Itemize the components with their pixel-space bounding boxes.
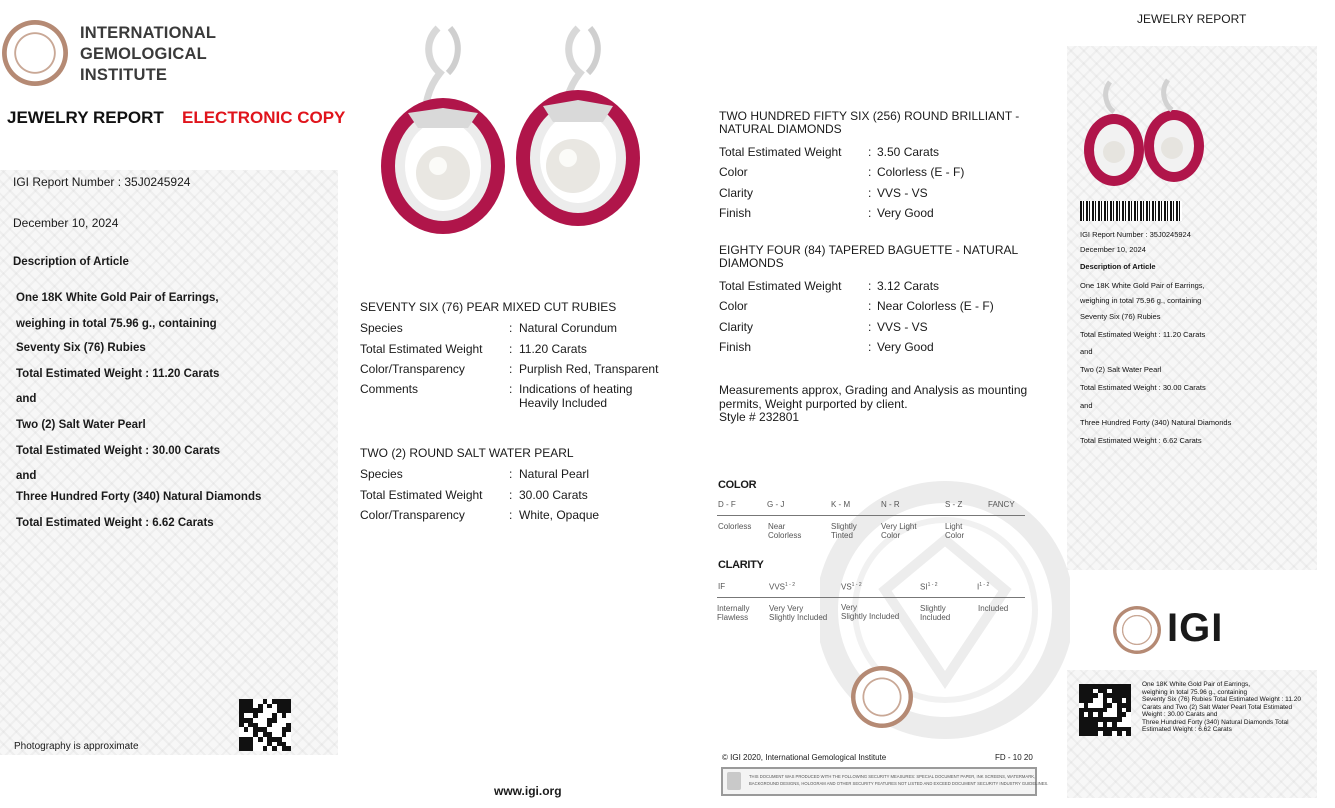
report-title: JEWELRY REPORT (7, 108, 164, 127)
row-colon: : (509, 321, 513, 335)
scale-divider (717, 597, 1025, 598)
card-line: and (1080, 347, 1093, 356)
grade-text: VVS (769, 582, 786, 592)
card-date: December 10, 2024 (1080, 245, 1146, 254)
row-label: Clarity (719, 186, 754, 200)
grade-text: I (977, 582, 980, 592)
copyright: © IGI 2020, International Gemological Institute (722, 753, 887, 762)
measurements-line: permits, Weight purported by client. (719, 396, 908, 411)
color-desc (881, 522, 917, 540)
card-line: Total Estimated Weight : 6.62 Carats (1080, 436, 1202, 445)
right-earring (516, 28, 640, 226)
card-line: weighing in total 75.96 g., containing (1080, 296, 1202, 305)
clarity-grade (841, 582, 862, 592)
summary-line: Seventy Six (76) Rubies Total Estimated Weight : 11.20 (1142, 696, 1301, 703)
clarity-grade (977, 582, 989, 592)
description-line: and (16, 393, 37, 405)
row-value: Indications of heating (519, 382, 633, 396)
desc-line: Near (768, 522, 786, 531)
card-report-number: IGI Report Number : 35J0245924 (1080, 230, 1191, 239)
description-line: Total Estimated Weight : 30.00 Carats (16, 445, 221, 457)
card-line: Total Estimated Weight : 11.20 Carats (1080, 330, 1206, 339)
baguette-diamonds-heading (719, 244, 1018, 270)
color-grade: G - J (767, 500, 785, 509)
row-label: Total Estimated Weight (719, 279, 842, 293)
report-date: December 10, 2024 (13, 216, 119, 230)
card-igi-seal (1113, 606, 1161, 654)
desc-line: Tinted (831, 531, 853, 540)
color-desc (831, 522, 857, 540)
desc-line: Slightly Included (769, 613, 828, 622)
summary-line: Carats and Two (2) Salt Water Pearl Total Estimated (1142, 703, 1293, 711)
row-label: Total Estimated Weight (360, 342, 483, 356)
measurements-line: Measurements approx, Grading and Analysis as mounting (719, 383, 1028, 397)
desc-line: Slightly (831, 522, 857, 531)
desc-line: Color (881, 531, 901, 540)
row-label: Finish (719, 206, 752, 220)
description-line: Seventy Six (76) Rubies (16, 342, 146, 354)
measurements-note (719, 384, 1027, 425)
color-desc (718, 522, 751, 531)
clarity-grade (920, 582, 938, 592)
row-label: Total Estimated Weight (360, 488, 483, 502)
description-line: Two (2) Salt Water Pearl (16, 419, 146, 431)
desc-line: Flawless (717, 613, 749, 622)
desc-line: Very (841, 603, 858, 612)
heading-line: DIAMONDS (719, 256, 784, 270)
igi-seal-logo (2, 20, 68, 86)
rubies-heading: SEVENTY SIX (76) PEAR MIXED CUT RUBIES (360, 300, 617, 314)
clarity-scale-title: CLARITY (718, 559, 764, 571)
clarity-grade (769, 582, 795, 592)
desc-line: Slightly Included (841, 612, 900, 621)
institute-line: INTERNATIONAL (80, 24, 217, 42)
summary-line: weighing in total 75.96 g., containing (1142, 688, 1248, 696)
clarity-desc (978, 604, 1008, 613)
clarity-desc (841, 603, 899, 621)
summary-line: Three Hundred Forty (340) Natural Diamonds Total (1142, 718, 1289, 726)
document-lock-icon (727, 772, 741, 790)
color-grade: FANCY (988, 500, 1015, 509)
heading-line: EIGHTY FOUR (84) TAPERED BAGUETTE - NATURAL (719, 243, 1019, 257)
desc-line: Light (945, 522, 963, 531)
row-label: Color (719, 165, 748, 179)
grade-superscript: 1 - 2 (979, 582, 990, 588)
desc-line: Colorless (718, 522, 752, 531)
card-earrings-photo (1080, 78, 1208, 190)
row-colon: : (868, 165, 872, 179)
card-line: and (1080, 401, 1093, 410)
security-line: THIS DOCUMENT WAS PRODUCED WITH THE FOLLOWING SECURITY MEASURES: SPECIAL DOCUMENT PAPER, INK SCREENS, WATERMARK, (749, 774, 1036, 779)
row-colon: : (868, 186, 872, 200)
form-code: FD - 10 20 (995, 753, 1033, 762)
website-link[interactable]: www.igi.org (494, 784, 562, 798)
color-desc (945, 522, 964, 540)
earrings-photo (368, 18, 668, 238)
desc-line: Included (978, 604, 1009, 613)
row-colon: : (509, 467, 513, 481)
desc-line: Slightly (920, 604, 946, 613)
row-colon: : (868, 145, 872, 159)
desc-line: Very Light (881, 522, 917, 531)
desc-line: Very Very (769, 604, 804, 613)
row-label: Finish (719, 340, 752, 354)
row-colon: : (509, 342, 513, 356)
color-grade: N - R (881, 500, 900, 509)
igi-seal-stamp (851, 666, 913, 728)
card-line: Total Estimated Weight : 30.00 Carats (1080, 383, 1206, 392)
row-label: Comments (360, 382, 419, 396)
institute-name (80, 23, 216, 86)
description-line: weighing in total 75.96 g., containing (16, 318, 217, 330)
photography-note: Photography is approximate (14, 741, 139, 752)
color-scale-title: COLOR (718, 479, 757, 491)
card-line: Two (2) Salt Water Pearl (1080, 365, 1162, 374)
clarity-desc (717, 604, 749, 622)
row-value: VVS - VS (877, 186, 928, 200)
clarity-desc (920, 604, 950, 622)
row-colon: : (868, 320, 872, 334)
clarity-grade: IF (718, 582, 726, 591)
electronic-copy-label: ELECTRONIC COPY (182, 108, 346, 127)
clarity-scale (717, 576, 1025, 602)
row-label: Color/Transparency (360, 362, 465, 376)
color-desc (768, 522, 801, 540)
grade-superscript: 1 - 2 (785, 582, 796, 588)
desc-line: Colorless (768, 531, 802, 540)
report-number: IGI Report Number : 35J0245924 (13, 175, 191, 189)
card-report-title: JEWELRY REPORT (1137, 12, 1247, 26)
row-label: Total Estimated Weight (719, 145, 842, 159)
round-diamonds-heading (719, 110, 1019, 136)
barcode (1080, 201, 1182, 221)
description-line: Total Estimated Weight : 11.20 Carats (16, 368, 220, 380)
qr-module (286, 746, 291, 751)
qr-code[interactable] (239, 699, 291, 751)
row-value: Very Good (877, 340, 934, 354)
row-value: Heavily Included (519, 396, 608, 410)
row-colon: : (868, 340, 872, 354)
style-number: Style # 232801 (719, 410, 800, 424)
institute-line: GEMOLOGICAL (80, 45, 207, 63)
heading-line: TWO HUNDRED FIFTY SIX (256) ROUND BRILLIANT - (719, 109, 1020, 123)
row-label: Species (360, 321, 403, 335)
description-line: Three Hundred Forty (340) Natural Diamonds (16, 491, 262, 503)
row-colon: : (509, 382, 513, 396)
row-value: Natural Pearl (519, 467, 590, 481)
security-notice-box (721, 767, 1049, 796)
row-colon: : (868, 206, 872, 220)
card-summary (1142, 681, 1301, 734)
card-line: One 18K White Gold Pair of Earrings, (1080, 281, 1205, 290)
desc-line: Internally (717, 604, 750, 613)
row-colon: : (509, 508, 513, 522)
row-colon: : (509, 488, 513, 502)
summary-line: Estimated Weight : 6.62 Carats (1142, 726, 1232, 733)
row-value: Natural Corundum (519, 321, 618, 335)
row-label: Clarity (719, 320, 754, 334)
grade-text: VS (841, 582, 852, 592)
row-colon: : (868, 299, 872, 313)
card-description-heading: Description of Article (1080, 262, 1156, 271)
row-value: 30.00 Carats (519, 488, 588, 502)
description-line: and (16, 470, 37, 482)
heading-line: NATURAL DIAMONDS (719, 122, 842, 136)
row-label: Color (719, 299, 748, 313)
color-grade: K - M (831, 500, 851, 509)
row-colon: : (868, 279, 872, 293)
security-line: BACKGROUND DESIGNS, HOLOGRAM AND OTHER SECURITY FEATURES NOT LISTED AND EXCEED DOCUMENT SECURITY INDUSTRY GUIDELINES. (749, 781, 1049, 786)
grade-superscript: 1 - 2 (851, 582, 862, 588)
pearls-heading: TWO (2) ROUND SALT WATER PEARL (360, 446, 574, 460)
left-earring (381, 28, 505, 234)
color-scale (717, 494, 1025, 524)
row-value: White, Opaque (519, 508, 600, 522)
card-line: Seventy Six (76) Rubies (1080, 312, 1161, 321)
description-line: Total Estimated Weight : 6.62 Carats (16, 517, 214, 529)
institute-line: INSTITUTE (80, 66, 168, 84)
row-colon: : (509, 362, 513, 376)
card-igi-logo-text: IGI (1167, 606, 1224, 650)
row-value: Near Colorless (E - F) (877, 299, 994, 313)
card-qr-code[interactable] (1079, 684, 1131, 736)
summary-line: Weight : 30.00 Carats and (1142, 711, 1218, 718)
row-value: 11.20 Carats (519, 342, 587, 356)
row-value: 3.12 Carats (877, 279, 940, 293)
summary-line: One 18K White Gold Pair of Earrings, (1142, 681, 1251, 688)
desc-line: Color (945, 531, 965, 540)
security-text (749, 773, 1048, 787)
row-value: Purplish Red, Transparent (519, 362, 659, 376)
row-value: Very Good (877, 206, 934, 220)
color-grade: D - F (718, 500, 736, 509)
qr-module (1126, 731, 1131, 736)
clarity-desc (769, 604, 827, 622)
card-line: Three Hundred Forty (340) Natural Diamonds (1080, 418, 1232, 427)
row-value: Colorless (E - F) (877, 165, 965, 179)
description-line: One 18K White Gold Pair of Earrings, (16, 292, 219, 304)
row-value: 3.50 Carats (877, 145, 940, 159)
row-label: Species (360, 467, 403, 481)
scale-divider (717, 515, 1025, 516)
grade-superscript: 1 - 2 (927, 582, 938, 588)
desc-line: Included (920, 613, 951, 622)
description-heading: Description of Article (13, 256, 129, 268)
grade-text: SI (920, 582, 928, 592)
row-value: VVS - VS (877, 320, 928, 334)
row-label: Color/Transparency (360, 508, 465, 522)
color-grade: S - Z (945, 500, 963, 509)
